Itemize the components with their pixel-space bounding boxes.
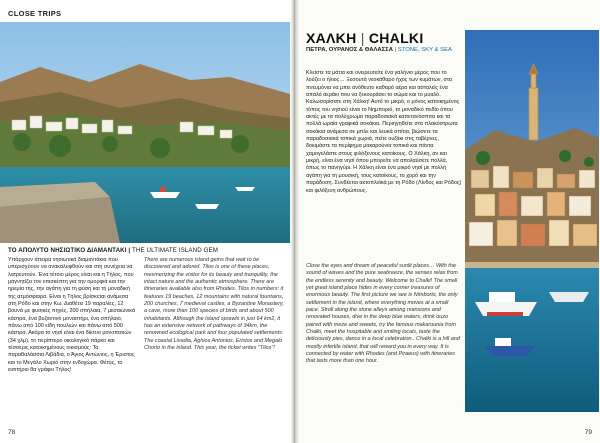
title-english: CHALKI <box>368 30 424 46</box>
greek-body-text: Υπάρχουν άπειρα νησιωτικά διαμαντάκια που υπερισχύουν να ανακαλυφθούν και στη συνέχεια να λατρευτούν. Ένα τέτοιο μέρος είναι και η Τήλος, που μαγνητίζει τον επισκέπτη για την ομορφιά και την ηρεμία της, την αγάπη για τη φύση και τη μοναδική της ατμόσφαιρα. Είναι η Τήλος βρίσκεται ανάμεσα στη Ρόδο και στην Κω. Διαθέτει 19 παραλίες, 12 βουνά με φυσικές πηγές, 200 σπήλαια, 7 μεσαιωνικά κάστρα, ένα βυζαντινό μοναστήρι, ένα σπήλαιο, πάνω από 100 είδη πουλιών και πάνω από 500 κάστρα. Ακόμα το νησί είναι ένα δίκτυο μονοπατιών (34 χλμ), το περίπτερο οικολογικό πάρκο και τέσσερις κατοικημένους οικισμούς: Τα παραθαλάσσια Λιβάδια, ο Άγιος Αντώνιος, η Έριστος και το Μεγάλο Χωριό στην ενδοχώρα. Φέτος, το εισιτήριο θα γράφει Τήλος! <box>8 257 136 374</box>
left-page <box>0 0 290 443</box>
article-headline <box>8 247 288 254</box>
title-separator: | <box>356 30 369 46</box>
page-number-left: 78 <box>8 429 16 436</box>
headline-separator: | <box>126 247 133 254</box>
chalki-harbour-illustration <box>465 30 599 412</box>
page-number-right: 79 <box>584 429 592 436</box>
tilos-harbour-illustration <box>0 22 290 243</box>
tilos-harbour-photo <box>0 22 290 243</box>
title-greek: ΧΑΛΚΗ <box>306 30 357 46</box>
subtitle-english: STONE, SKY & SEA <box>397 47 452 53</box>
greek-body-text: Κλείστε τα μάτια και ονειρευτείτε ένα γαλήνιο μέρος που το λούζει ο ήλιος… Ξεσουτά νεοκάθαρο ήχος των κυμάτων, στα πνευμόνια να μπει ανόθευτο καθαρό αέρα και ασταλείς ένα απαλό αεράκι που να ξεκουράσει το σώμα και το μυαλό. Καλωσορίσατε στη Χάλκη! Αυτό το μικρό, ο μόνος κατοικημένος τόπος του νησιού είναι το Νημποριό, το μοναδικό πεδίο όπου ακτές με τα πολύχρωμα παραδοσιακά καπετανόσπιτα και τα πολλά ωραία γραφικά σοκάκια. Περιηγηθείτε στα πλακόστρωτα σοκάκια ανάμεσα σε μπλε και λευκά σπίτια, βιώσετε τα παραδοσιακά τοπικά χωριά, πείτε ουζάκι στις ταβέρνες, δοκιμάστε τα περίφημα μακαρούνια τοπικά και πάντα χαμογελάστε στους φιλόξενους κατοίκους. Ο Χάλκη, αν και μικρή, είναι ένα νησί όπου μπορείτε να απολαύσετε πολλά, όπως το πανηγύρι. Η Χάλκη είναι ένα μικρό νησί με πολλή αγάπη για τη μουσική, τους κατοίκους, το χορό και την παράδοση. Συνδέεται ακτοπλοϊκά με τη Ρόδο (Λίνδος και Ρόδος) και φιλόξενη ανθρώπους. <box>306 70 462 194</box>
subtitle-greek: ΠΕΤΡΑ, ΟΥΡΑΝΟΣ & ΘΑΛΑΣΣΑ <box>306 47 393 53</box>
subtitle-separator: | <box>392 47 398 53</box>
headline-greek: ΤΟ ΑΠΟΛΥΤΟ ΝΗΣΙΩΤΙΚΟ ΔΙΑΜΑΝΤΑΚΙ <box>8 247 127 254</box>
section-label: CLOSE TRIPS <box>8 9 62 18</box>
chalki-harbour-photo <box>465 30 599 412</box>
english-body-text: There are numerous island gems that wait to be discovered and adored. Tilos is one of these places, mesmerizing the visitor for its beauty and tranquility, the intact nature and the authentic atmosphere. There are itineraries available also from Rhodes. Tilos in numbers: it features 19 beaches, 12 mountains with natural fountains, 200 churches, 7 medieval castles, a Byzantine Monastery, a cave, more than 100 species of birds and about 500 inhabitants. Although the island sprawls in just 64 km2, it has an extensive network of pathways of 34km, the renowned ecological park and four populated settlements: The coastal Livadia, Aghios Antonios, Eristos and Megalo Chorio in the inland. This year, the ticket writes "Tilos"! <box>144 257 284 352</box>
page-title <box>306 30 424 46</box>
headline-english: THE ULTIMATE ISLAND GEM <box>132 247 218 254</box>
english-body-text: Close the eyes and dream of peaceful sunlit places… With the sound of waves and the pure seabreeze, the senses relax from the endless serenity and beauty. Welcome to Chalki! The small yet great island place hides in every corner treasures of enormous beauty. The first picture we see is Nimborio, the only settlement in the island, where everything moves at a small pace. Stroll along the stone alleys among mansions and renovated houses, dive in the deep blue waters, drink ouzo paired with meze and sweets, try the famous makarounia from Chalki, meet the hospitable and smiling locals, taste the deliciously pies, dance in a local celebration.. Chalki is a hill and mostly infertile island, that will reward you in every way. It is connected by water with Rhodes (and Piraeus) with itineraries that lasts more than one hour. <box>306 263 460 365</box>
page-subtitle <box>306 47 464 55</box>
right-page <box>299 0 600 443</box>
book-gutter <box>290 0 299 443</box>
